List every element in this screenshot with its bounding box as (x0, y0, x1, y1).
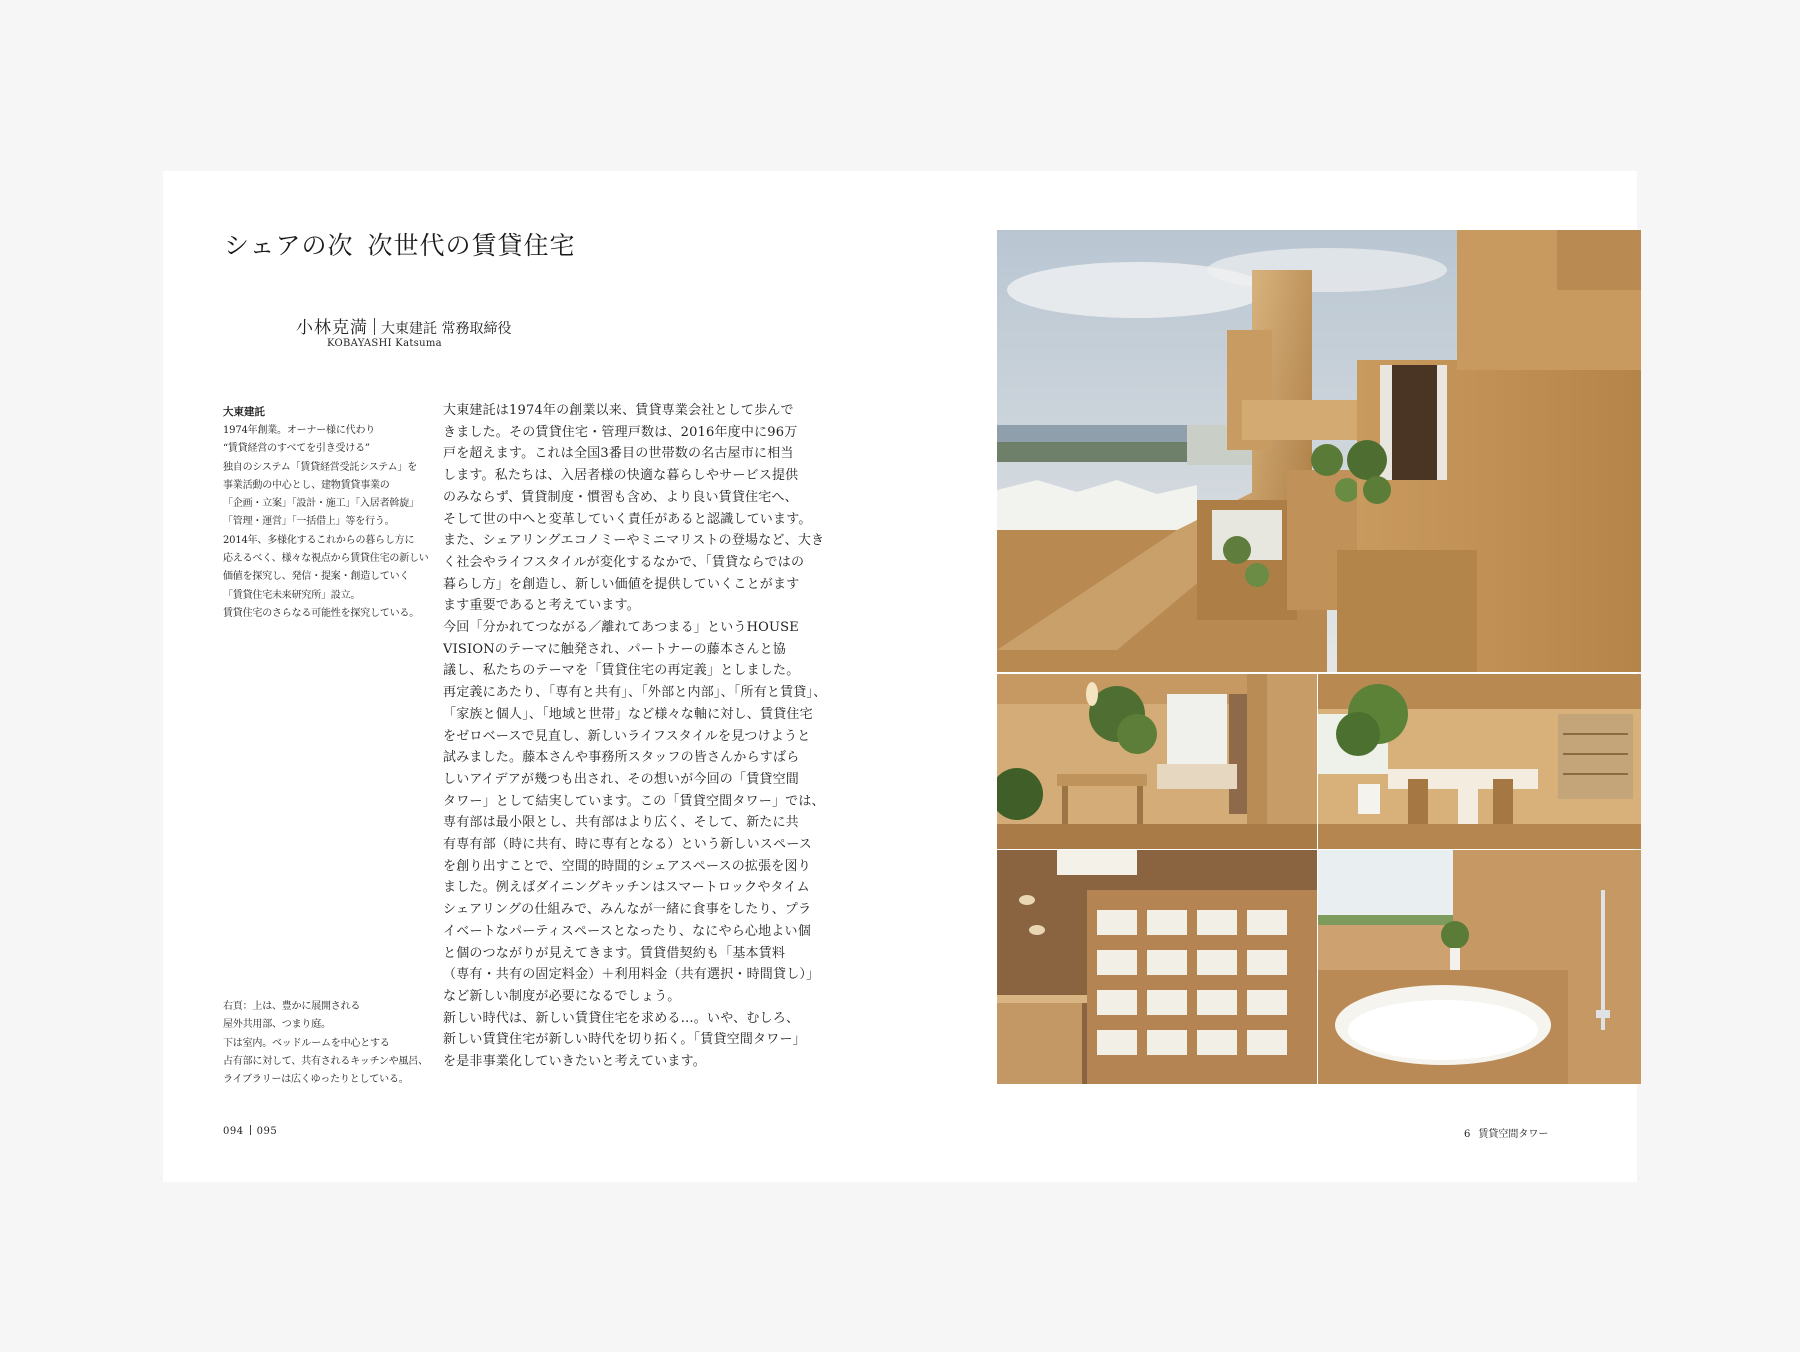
kitchen-illustration (1318, 674, 1641, 849)
body-line: など新しい制度が必要になるでしょう。 (443, 988, 681, 1004)
company-line: “賃貸経営のすべてを引き受ける” (223, 443, 370, 455)
author-role: 大東建託 常務取締役 (381, 321, 512, 337)
body-line: 大東建託は1974年の創業以来、賃貸専業会社として歩んで (443, 403, 794, 418)
byline-divider (374, 318, 375, 335)
body-line: そして世の中へと変革していく責任があると認識しています。 (443, 511, 812, 527)
body-line: しいアイデアが幾つも出され、その想いが今回の「賃貸空間 (443, 771, 800, 787)
company-profile (223, 422, 428, 623)
author-roman-name: KOBAYASHI Katsuma (327, 338, 442, 349)
body-line: 専有部は最小限とし、共有部はより広く、そして、新たに共 (443, 815, 799, 831)
page-number-left: 094 (223, 1126, 244, 1137)
body-line: イベートなパーティスペースとなったり、なにやら心地よい個 (443, 923, 811, 939)
company-line: 2014年、多様化するこれからの暮らし方に (223, 534, 415, 546)
body-line: きました。その賃貸住宅・管理戸数は、2016年度中に96万 (443, 424, 798, 440)
bathroom-photo (1318, 850, 1641, 1084)
author-name: 小林克満 (296, 318, 368, 338)
right-page (900, 171, 1637, 1182)
body-line: また、シェアリングエコノミーやミニマリストの登場など、大き (443, 533, 825, 549)
company-line: 事業活動の中心とし、建物賃貸事業の (223, 479, 390, 491)
company-heading: 大東建託 (223, 406, 265, 418)
body-line: と個のつながりが見えてきます。賃貸借契約も「基本賃料 (443, 945, 786, 961)
body-line: （専有・共有の固定料金）＋利用料金（共有選択・時間貸し）」 (443, 967, 820, 983)
running-head-number: 6 (1464, 1129, 1471, 1140)
company-line: 賃貸住宅のさらなる可能性を探究している。 (223, 607, 419, 619)
body-line: シェアリングの仕組みで、みんなが一緒に食事をしたり、プラ (443, 902, 812, 918)
article-title-part1: シェアの次 (224, 231, 354, 260)
body-line: 新しい時代は、新しい賃貸住宅を求める…。いや、むしろ、 (443, 1010, 800, 1026)
company-line: 「企画・立案」「設計・施工」「入居者斡旋」 (223, 498, 419, 510)
body-line: ます重要であると考えています。 (443, 598, 640, 614)
body-line: します。私たちは、入居者様の快適な暮らしやサービス提供 (443, 468, 799, 484)
body-line: のみならず、賃貸制度・慣習も含め、より良い賃貸住宅へ、 (443, 489, 798, 505)
exterior-tower-photo (997, 230, 1641, 672)
company-line: 価値を探究し、発信・提案・創造していく (223, 571, 410, 583)
article-body (443, 400, 827, 1073)
caption-line: 下は室内。ベッドルームを中心とする (223, 1037, 390, 1049)
company-line: 独自のシステム「賃貸経営受託システム」を (223, 461, 417, 473)
body-line: 今回「分かれてつながる／離れてあつまる」というHOUSE (443, 620, 799, 636)
body-line: タワー」として結実しています。この「賃貸空間タワー」では、 (443, 793, 825, 809)
running-head (1464, 1125, 1548, 1140)
body-line: 試みました。藤本さんや事務所スタッフの皆さんからすばら (443, 750, 800, 766)
page-numbers (223, 1125, 277, 1137)
author-byline (296, 313, 511, 338)
article-title-part2: 次世代の賃貸住宅 (367, 231, 576, 260)
company-line: 1974年創業。オーナー様に代わり (223, 425, 376, 436)
caption-line: 屋外共用部、つまり庭。 (223, 1019, 331, 1031)
photo-caption (223, 998, 428, 1089)
exterior-tower-illustration (997, 230, 1641, 672)
magazine-spread (163, 171, 1637, 1182)
body-line: ました。例えばダイニングキッチンはスマートロックやタイム (443, 880, 810, 896)
caption-line: ライブラリーは広くゆったりとしている。 (223, 1074, 409, 1086)
library-illustration (997, 850, 1317, 1084)
body-line: 暮らし方」を創造し、新しい価値を提供していくことがます (443, 576, 800, 592)
kitchen-dining-photo (1318, 674, 1641, 849)
article-title (224, 226, 576, 262)
page-number-right: 095 (256, 1126, 278, 1137)
bathroom-illustration (1318, 850, 1641, 1084)
folio-divider (250, 1125, 251, 1135)
body-line: く社会やライフスタイルが変化するなかで、「賃貸ならではの (443, 554, 805, 570)
left-page (163, 171, 900, 1182)
bedroom-photo (997, 674, 1317, 849)
company-line: 「管理・運営」「一括借上」等を行う。 (223, 516, 395, 528)
body-line: 新しい賃貸住宅が新しい時代を切り拓く。「賃貸空間タワー」 (443, 1032, 806, 1048)
body-line: を創り出すことで、空間的時間的シェアスペースの拡張を図り (443, 858, 811, 874)
body-line: 再定義にあたり、「専有と共有」、「外部と内部」、「所有と賃貸」、 (443, 685, 827, 701)
body-line: 有専有部（時に共有、時に専有となる）という新しいスペース (443, 837, 812, 853)
body-line: 議し、私たちのテーマを「賃貸住宅の再定義」としました。 (443, 663, 800, 679)
company-line: 「賃貸住宅未来研究所」設立。 (223, 589, 361, 601)
library-photo (997, 850, 1317, 1084)
company-line: 応えるべく、様々な視点から賃貸住宅の新しい (223, 553, 429, 565)
bedroom-illustration (997, 674, 1317, 849)
body-line: を是非事業化していきたいと考えています。 (443, 1054, 706, 1070)
caption-line: 右頁：上は、豊かに展開される (223, 1001, 361, 1012)
body-line: 戸を超えます。これは全国3番目の世帯数の名古屋市に相当 (443, 446, 794, 462)
body-line: 「家族と個人」、「地域と世帯」など様々な軸に対し、賃貸住宅 (443, 706, 813, 722)
running-head-title: 賃貸空間タワー (1478, 1129, 1549, 1140)
body-line: VISIONのテーマに触発され、パートナーの藤本さんと協 (443, 641, 786, 657)
body-line: をゼロベースで見直し、新しいライフスタイルを見つけようと (443, 728, 811, 744)
caption-line: 占有部に対して、共有されるキッチンや風呂、 (223, 1055, 428, 1067)
